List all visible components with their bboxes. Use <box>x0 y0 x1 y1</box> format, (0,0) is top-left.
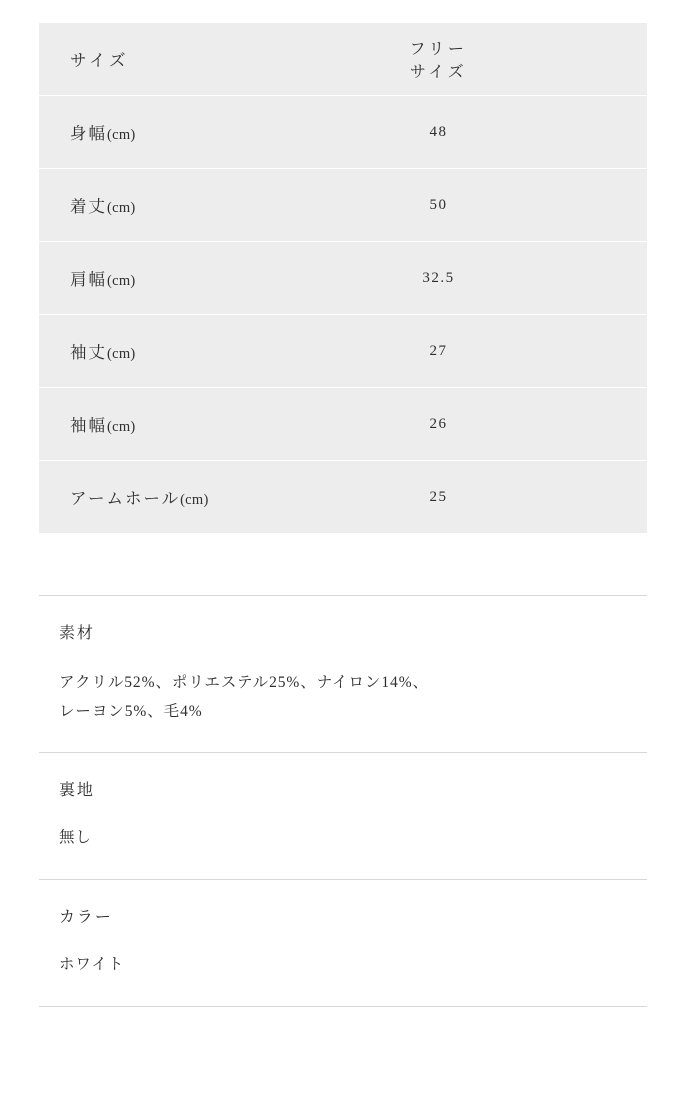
header-cell-free-size: フリーサイズ <box>400 23 647 95</box>
label-unit: (cm) <box>106 273 136 289</box>
table-row <box>39 96 647 168</box>
label-text: 着丈 <box>70 197 107 216</box>
product-spec-list <box>39 595 647 1007</box>
row-value-sleeve-length: 27 <box>400 315 647 387</box>
header-cell-size: サイズ <box>39 23 400 95</box>
spec-row-color <box>39 880 647 1007</box>
size-measurements-table <box>39 22 647 534</box>
spec-row-lining <box>39 753 647 880</box>
spec-desc-material <box>59 669 647 726</box>
row-value-shoulder-width: 32.5 <box>400 242 647 314</box>
table-header-row <box>39 23 647 95</box>
table-row <box>39 242 647 314</box>
label-text: 袖丈 <box>70 343 107 362</box>
row-label-shoulder-width <box>39 242 400 314</box>
row-value-sleeve-width: 26 <box>400 388 647 460</box>
row-value-length: 50 <box>400 169 647 241</box>
row-value-body-width: 48 <box>400 96 647 168</box>
spec-desc-lining <box>59 824 647 853</box>
label-unit: (cm) <box>180 492 209 508</box>
spec-desc-line: アクリル52%、ポリエステル25%、ナイロン14%、 <box>59 674 429 691</box>
table-row <box>39 388 647 460</box>
table-row <box>39 461 647 533</box>
label-text: アームホール <box>70 489 181 508</box>
label-unit: (cm) <box>106 419 136 435</box>
label-unit: (cm) <box>106 346 136 362</box>
spec-desc-line: 無し <box>59 829 92 847</box>
spec-term-lining: 裏地 <box>59 782 95 800</box>
spec-desc-color <box>59 951 647 980</box>
label-unit: (cm) <box>106 200 136 216</box>
label-text: 袖幅 <box>70 416 107 435</box>
spec-desc-line: ホワイト <box>59 956 125 974</box>
table-row <box>39 315 647 387</box>
label-unit: (cm) <box>106 127 136 143</box>
row-label-sleeve-length <box>39 315 400 387</box>
table-row <box>39 169 647 241</box>
spec-term-material: 素材 <box>59 625 95 642</box>
row-value-armhole: 25 <box>400 461 647 533</box>
row-label-length <box>39 169 400 241</box>
row-label-body-width <box>39 96 400 168</box>
row-label-sleeve-width <box>39 388 400 460</box>
label-text: 肩幅 <box>70 270 107 289</box>
spec-desc-line: レーヨン5%、毛4% <box>59 702 203 720</box>
row-label-armhole <box>39 461 400 533</box>
product-detail-page <box>0 22 686 1102</box>
spec-term-color: カラー <box>59 909 113 927</box>
spec-row-material <box>39 596 647 753</box>
label-text: 身幅 <box>70 124 107 143</box>
